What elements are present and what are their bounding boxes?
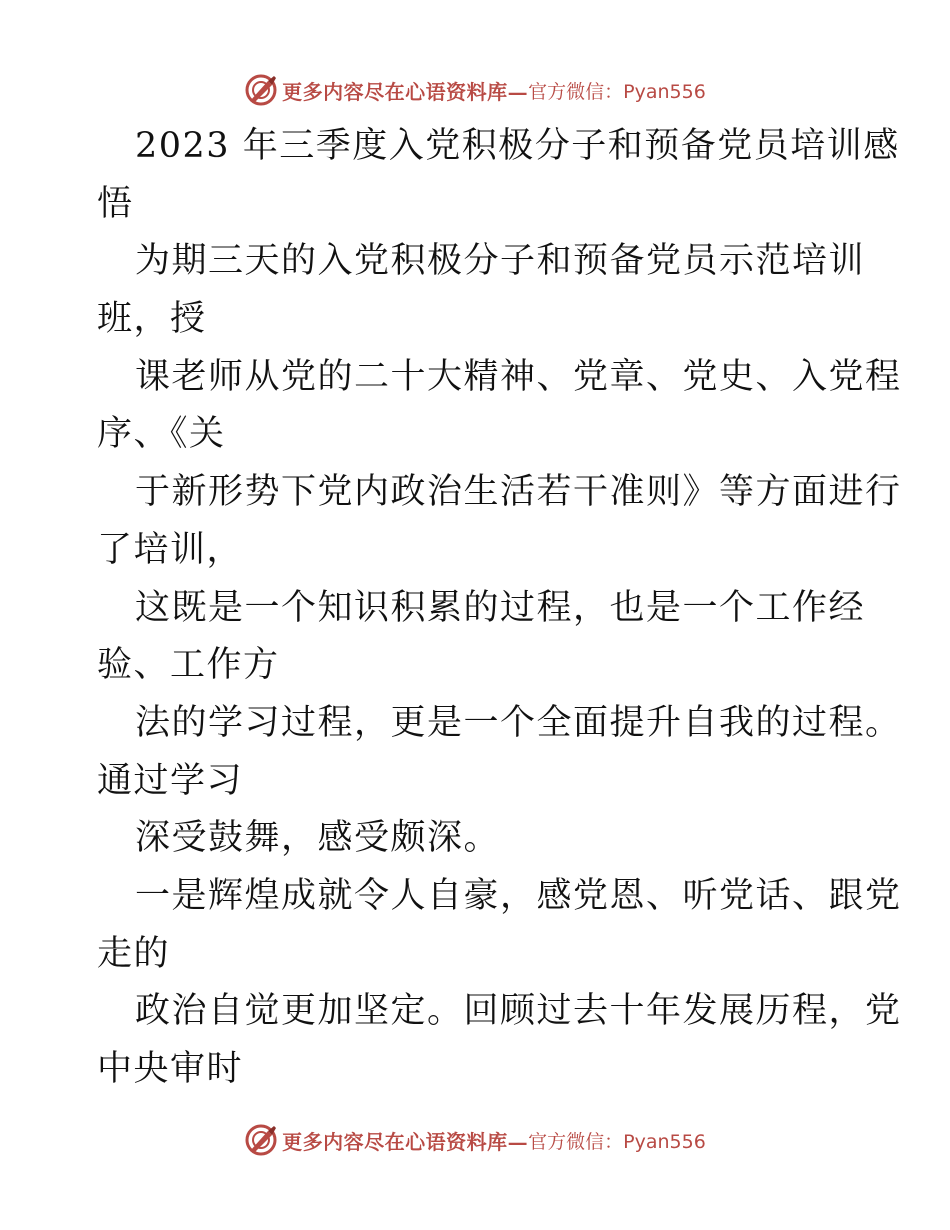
text-line: 序、《关 xyxy=(97,414,226,455)
text-line: 悟 xyxy=(97,183,134,224)
text-line: 2023 年三季度入党积极分子和预备党员培训感 xyxy=(135,126,900,166)
pen-circle-logo-icon xyxy=(244,73,278,107)
footer-watermark xyxy=(0,1120,950,1160)
footer-watermark-text: 更多内容尽在心语资料库— xyxy=(282,1129,529,1154)
header-watermark-wechat: 官方微信：Pyan556 xyxy=(528,80,706,103)
text-line: 这既是一个知识积累的过程，也是一个工作经 xyxy=(135,587,866,628)
text-line: 班，授 xyxy=(97,299,207,340)
header-watermark-text: 更多内容尽在心语资料库— xyxy=(282,79,529,104)
text-line: 深受鼓舞，感受颇深。 xyxy=(135,818,501,859)
text-line: 了培训， xyxy=(97,529,244,570)
header-watermark xyxy=(0,70,950,110)
text-line: 一是辉煌成就令人自豪，感党恩、听党话、跟党 xyxy=(135,875,902,916)
document-body xyxy=(97,118,902,1099)
text-line: 于新形势下党内政治生活若干准则》等方面进行 xyxy=(135,472,902,513)
footer-watermark-wechat: 官方微信：Pyan556 xyxy=(528,1130,706,1153)
text-line: 验、工作方 xyxy=(97,645,280,686)
text-line: 为期三天的入党积极分子和预备党员示范培训 xyxy=(135,241,866,282)
text-line: 课老师从党的二十大精神、党章、党史、入党程 xyxy=(135,356,902,397)
text-line: 法的学习过程，更是一个全面提升自我的过程。 xyxy=(135,702,902,743)
text-line: 政治自觉更加坚定。回顾过去十年发展历程，党 xyxy=(135,991,902,1032)
text-line: 中央审时 xyxy=(97,1049,244,1089)
pen-circle-logo-icon xyxy=(244,1123,278,1157)
text-line: 通过学习 xyxy=(97,760,244,801)
text-line: 走的 xyxy=(97,933,171,974)
